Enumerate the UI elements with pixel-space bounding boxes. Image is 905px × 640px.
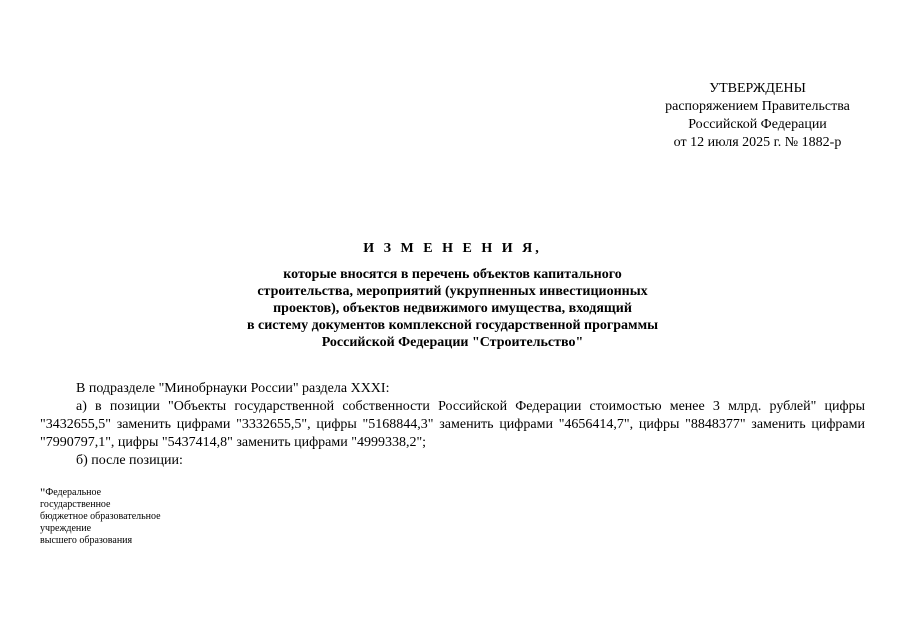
position-line: учреждение bbox=[40, 523, 92, 534]
subtitle-line: проектов), объектов недвижимого имущества, входящий bbox=[273, 301, 632, 316]
subtitle-line: строительства, мероприятий (укрупненных инвестиционных bbox=[257, 284, 648, 299]
document-title bbox=[0, 240, 905, 351]
position-line bbox=[40, 487, 220, 499]
item-b-paragraph: б) после позиции: bbox=[76, 453, 183, 468]
subtitle-line: в систему документов комплексной государственной программы bbox=[246, 318, 659, 333]
document-subtitle bbox=[0, 266, 905, 351]
position-line: государственное bbox=[40, 499, 111, 510]
document-body bbox=[40, 380, 865, 470]
approval-authority: распоряжением Правительства bbox=[665, 99, 850, 114]
position-table-cell bbox=[40, 487, 220, 547]
position-line-text: Федеральное bbox=[45, 487, 102, 498]
document-heading: И З М Е Н Е Н И Я, bbox=[363, 241, 542, 256]
approval-stamp bbox=[600, 80, 905, 152]
opening-quote: " bbox=[40, 485, 46, 500]
approval-date-number: от 12 июля 2025 г. № 1882-р bbox=[673, 135, 842, 150]
approval-title: УТВЕРЖДЕНЫ bbox=[709, 81, 806, 96]
item-a-paragraph: а) в позиции "Объекты государственной собственности Российской Федерации стоимостью менее 3 млрд. рублей" цифры "3432655,5" заменить цифрами "3332655,5", цифры "5168844,3" заменить цифрами "4656414,7", цифры "8848377" заменить цифрами "7990797,1", цифры "5437414,8" заменить цифрами "4999338,2"; bbox=[40, 399, 865, 450]
intro-paragraph: В подразделе "Минобрнауки России" раздела XXXI: bbox=[76, 381, 390, 396]
position-line: высшего образования bbox=[40, 535, 133, 546]
subtitle-line: Российской Федерации "Строительство" bbox=[321, 335, 584, 350]
subtitle-line: которые вносятся в перечень объектов капитального bbox=[283, 267, 622, 282]
approval-government: Российской Федерации bbox=[688, 117, 827, 132]
position-line: бюджетное образовательное bbox=[40, 511, 161, 522]
